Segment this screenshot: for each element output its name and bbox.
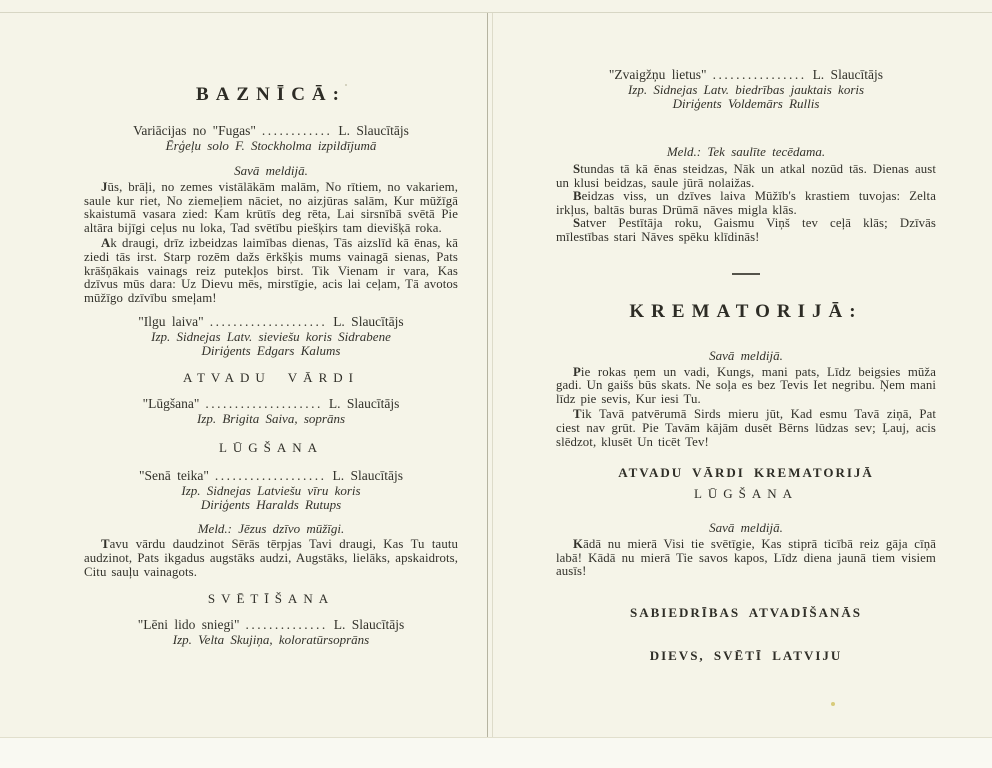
dot-leader: .................... bbox=[205, 396, 323, 412]
piece-title: "Ilgu laiva" bbox=[138, 314, 204, 330]
composer-name: L. Slaucītājs bbox=[812, 67, 884, 82]
verse-paragraph: Stundas tā kā ēnas steidzas, Nāk un atkal nozūd tās. Dienas aust un klusi beidzas, saule jūrā nolaižas. bbox=[556, 162, 936, 190]
dot-leader: .............. bbox=[245, 617, 328, 633]
left-page bbox=[84, 0, 458, 647]
verse-paragraph: Pie rokas ņem un vadi, Kungs, mani pats, Līdz beigsies mūža gadi. Un gaišs būs skats. Ne soļa es bez Tevis Iet negribu. Ņem mani līdz pie sevis, Kur iesi Tu. bbox=[556, 364, 936, 406]
performer-note: Izp. Sidnejas Latv. sieviešu koris Sidrabene bbox=[151, 329, 391, 345]
program-item-sena-teika bbox=[84, 467, 458, 484]
melody-note: Savā meldijā. bbox=[709, 520, 783, 536]
verse-paragraph: Tavu vārdu daudzinot Sērās tērpjas Tavi draugi, Kas Tu tautu audzinot, Pats ikgadus augstāks audzi, Augstāks, lielāks, apskaidrots, Citu sauļu vainagots. bbox=[84, 537, 458, 579]
piece-title: "Lūgšana" bbox=[142, 396, 200, 412]
program-item-ilgu-laiva bbox=[84, 313, 458, 330]
performer-note: Izp. Sidnejas Latv. biedrības jauktais koris bbox=[627, 82, 865, 97]
piece-title: "Zvaigžņu lietus" bbox=[608, 67, 707, 82]
dot-leader: ............ bbox=[261, 123, 333, 138]
dot-leader: ................... bbox=[214, 468, 327, 484]
composer-name: L. Slaucītājs bbox=[338, 123, 409, 138]
melody-note: Savā meldijā. bbox=[234, 163, 308, 178]
program-item-lugsana bbox=[84, 395, 458, 412]
subheading-dievs-sveti: DIEVS, SVĒTĪ LATVIJU bbox=[649, 647, 843, 663]
program-item-fugas bbox=[84, 122, 458, 139]
section-divider bbox=[732, 273, 760, 275]
section-title-krematorija: KREMATORIJĀ: bbox=[629, 300, 863, 322]
piece-title: "Lēni lido sniegi" bbox=[137, 617, 240, 633]
performer-note: Izp. Sidnejas Latviešu vīru koris bbox=[181, 483, 361, 499]
melody-note: Meld.: Tek saulīte tecēdama. bbox=[666, 144, 826, 159]
piece-title: Variācijas no "Fugas" bbox=[133, 123, 256, 138]
conductor-note: Diriģents Haralds Rutups bbox=[200, 497, 342, 513]
verse-paragraph: Satver Pestītāja roku, Gaismu Viņš tev ceļā klās; Dzīvās mīlestības stari Nāves spēku klīdinās! bbox=[556, 216, 936, 244]
subheading-lugsana: LŪGŠANA bbox=[218, 440, 324, 456]
verse-paragraph: Kādā nu mierā Visi tie svētīgie, Kas stiprā ticībā reiz gāja cīņā labā! Kādā nu mierā Tie savos kapos, Līdz diena jaunā tiem visiem ausīs! bbox=[556, 537, 936, 579]
composer-name: L. Slaucītājs bbox=[332, 468, 403, 484]
verse-paragraph: Beidzas viss, un dzīves laiva Mūžīb's krastiem tuvojas: Zelta irkļus, baltās buras Drūmā nāves migla klās. bbox=[556, 189, 936, 217]
verse-paragraph: Tik Tavā patvērumā Sirds mieru jūt, Kad esmu Tavā ziņā, Pat ciest nav grūt. Pie Tavām kājām dusēt Bērns lūdzas sev; Ļauj, acis slēdzot, klusēt Un ticēt Tev! bbox=[556, 407, 936, 449]
scan-lower-margin bbox=[0, 738, 992, 768]
center-fold-highlight bbox=[492, 13, 493, 737]
subheading-lugsana: LŪGŠANA bbox=[693, 486, 799, 502]
program-item-zvaigznu bbox=[556, 66, 936, 83]
verse-paragraph: Ak draugi, drīz izbeidzas laimības dienas, Tās aizslīd kā ēnas, kā ziedi tās irst. Starp rozēm dažs ērkšķis mums vainagā sienas, Pats krāšņākais vainags reiz putekļos birst. Tik Vienam ir vara, Kas dzīvus mūs dara: Uz Dievu mēs, mirstīgie, acis lai ceļam, Tā avotos mūžīgo dzīvību smeļam! bbox=[84, 236, 458, 305]
composer-name: L. Slaucītājs bbox=[333, 617, 405, 633]
subheading-svetisana: SVĒTĪŠANA bbox=[207, 591, 335, 607]
composer-name: L. Slaucītājs bbox=[333, 314, 404, 330]
performer-note: Ērģeļu solo F. Stockholma izpildījumā bbox=[165, 138, 377, 153]
performer-note: Izp. Velta Skujiņa, koloratūrsoprāns bbox=[172, 632, 370, 648]
performer-note: Izp. Brigita Saiva, soprāns bbox=[196, 411, 346, 427]
conductor-note: Diriģents Edgars Kalums bbox=[201, 343, 341, 359]
right-page bbox=[556, 0, 936, 663]
composer-name: L. Slaucītājs bbox=[328, 396, 400, 412]
verse-paragraph: Jūs, brāļi, no zemes vistālākām malām, No rītiem, no vakariem, saule kur riet, No ziemeļiem nāciet, no aizjūras salām, Kur mūžīgā skaistumā vasara zied: Kam krūtīs deg rēta, Lai sirsnībā svētā Pie altāra bijīgi ceļus nu loka, Tad svētību piešķirs tam dievišķā roka. bbox=[84, 180, 458, 235]
subheading-atvadu-vardi: ATVADU VĀRDI bbox=[183, 370, 359, 386]
subheading-sabiedribas: SABIEDRĪBAS ATVADĪŠANĀS bbox=[630, 604, 862, 620]
program-item-leni-lido bbox=[84, 616, 458, 633]
section-title-baznica: BAZNĪCĀ: bbox=[196, 84, 346, 105]
piece-title: "Senā teika" bbox=[139, 468, 209, 484]
center-fold-line bbox=[487, 13, 488, 737]
paper-speck bbox=[831, 702, 835, 706]
conductor-note: Diriģents Voldemārs Rullis bbox=[672, 96, 820, 111]
subheading-atvadu-krematorija: ATVADU VĀRDI KREMATORIJĀ bbox=[618, 465, 874, 481]
dot-leader: ................ bbox=[712, 67, 807, 82]
melody-note: Savā meldijā. bbox=[709, 347, 783, 363]
dot-leader: .................... bbox=[209, 314, 328, 330]
melody-note: Meld.: Jēzus dzīvo mūžīgi. bbox=[197, 521, 345, 537]
